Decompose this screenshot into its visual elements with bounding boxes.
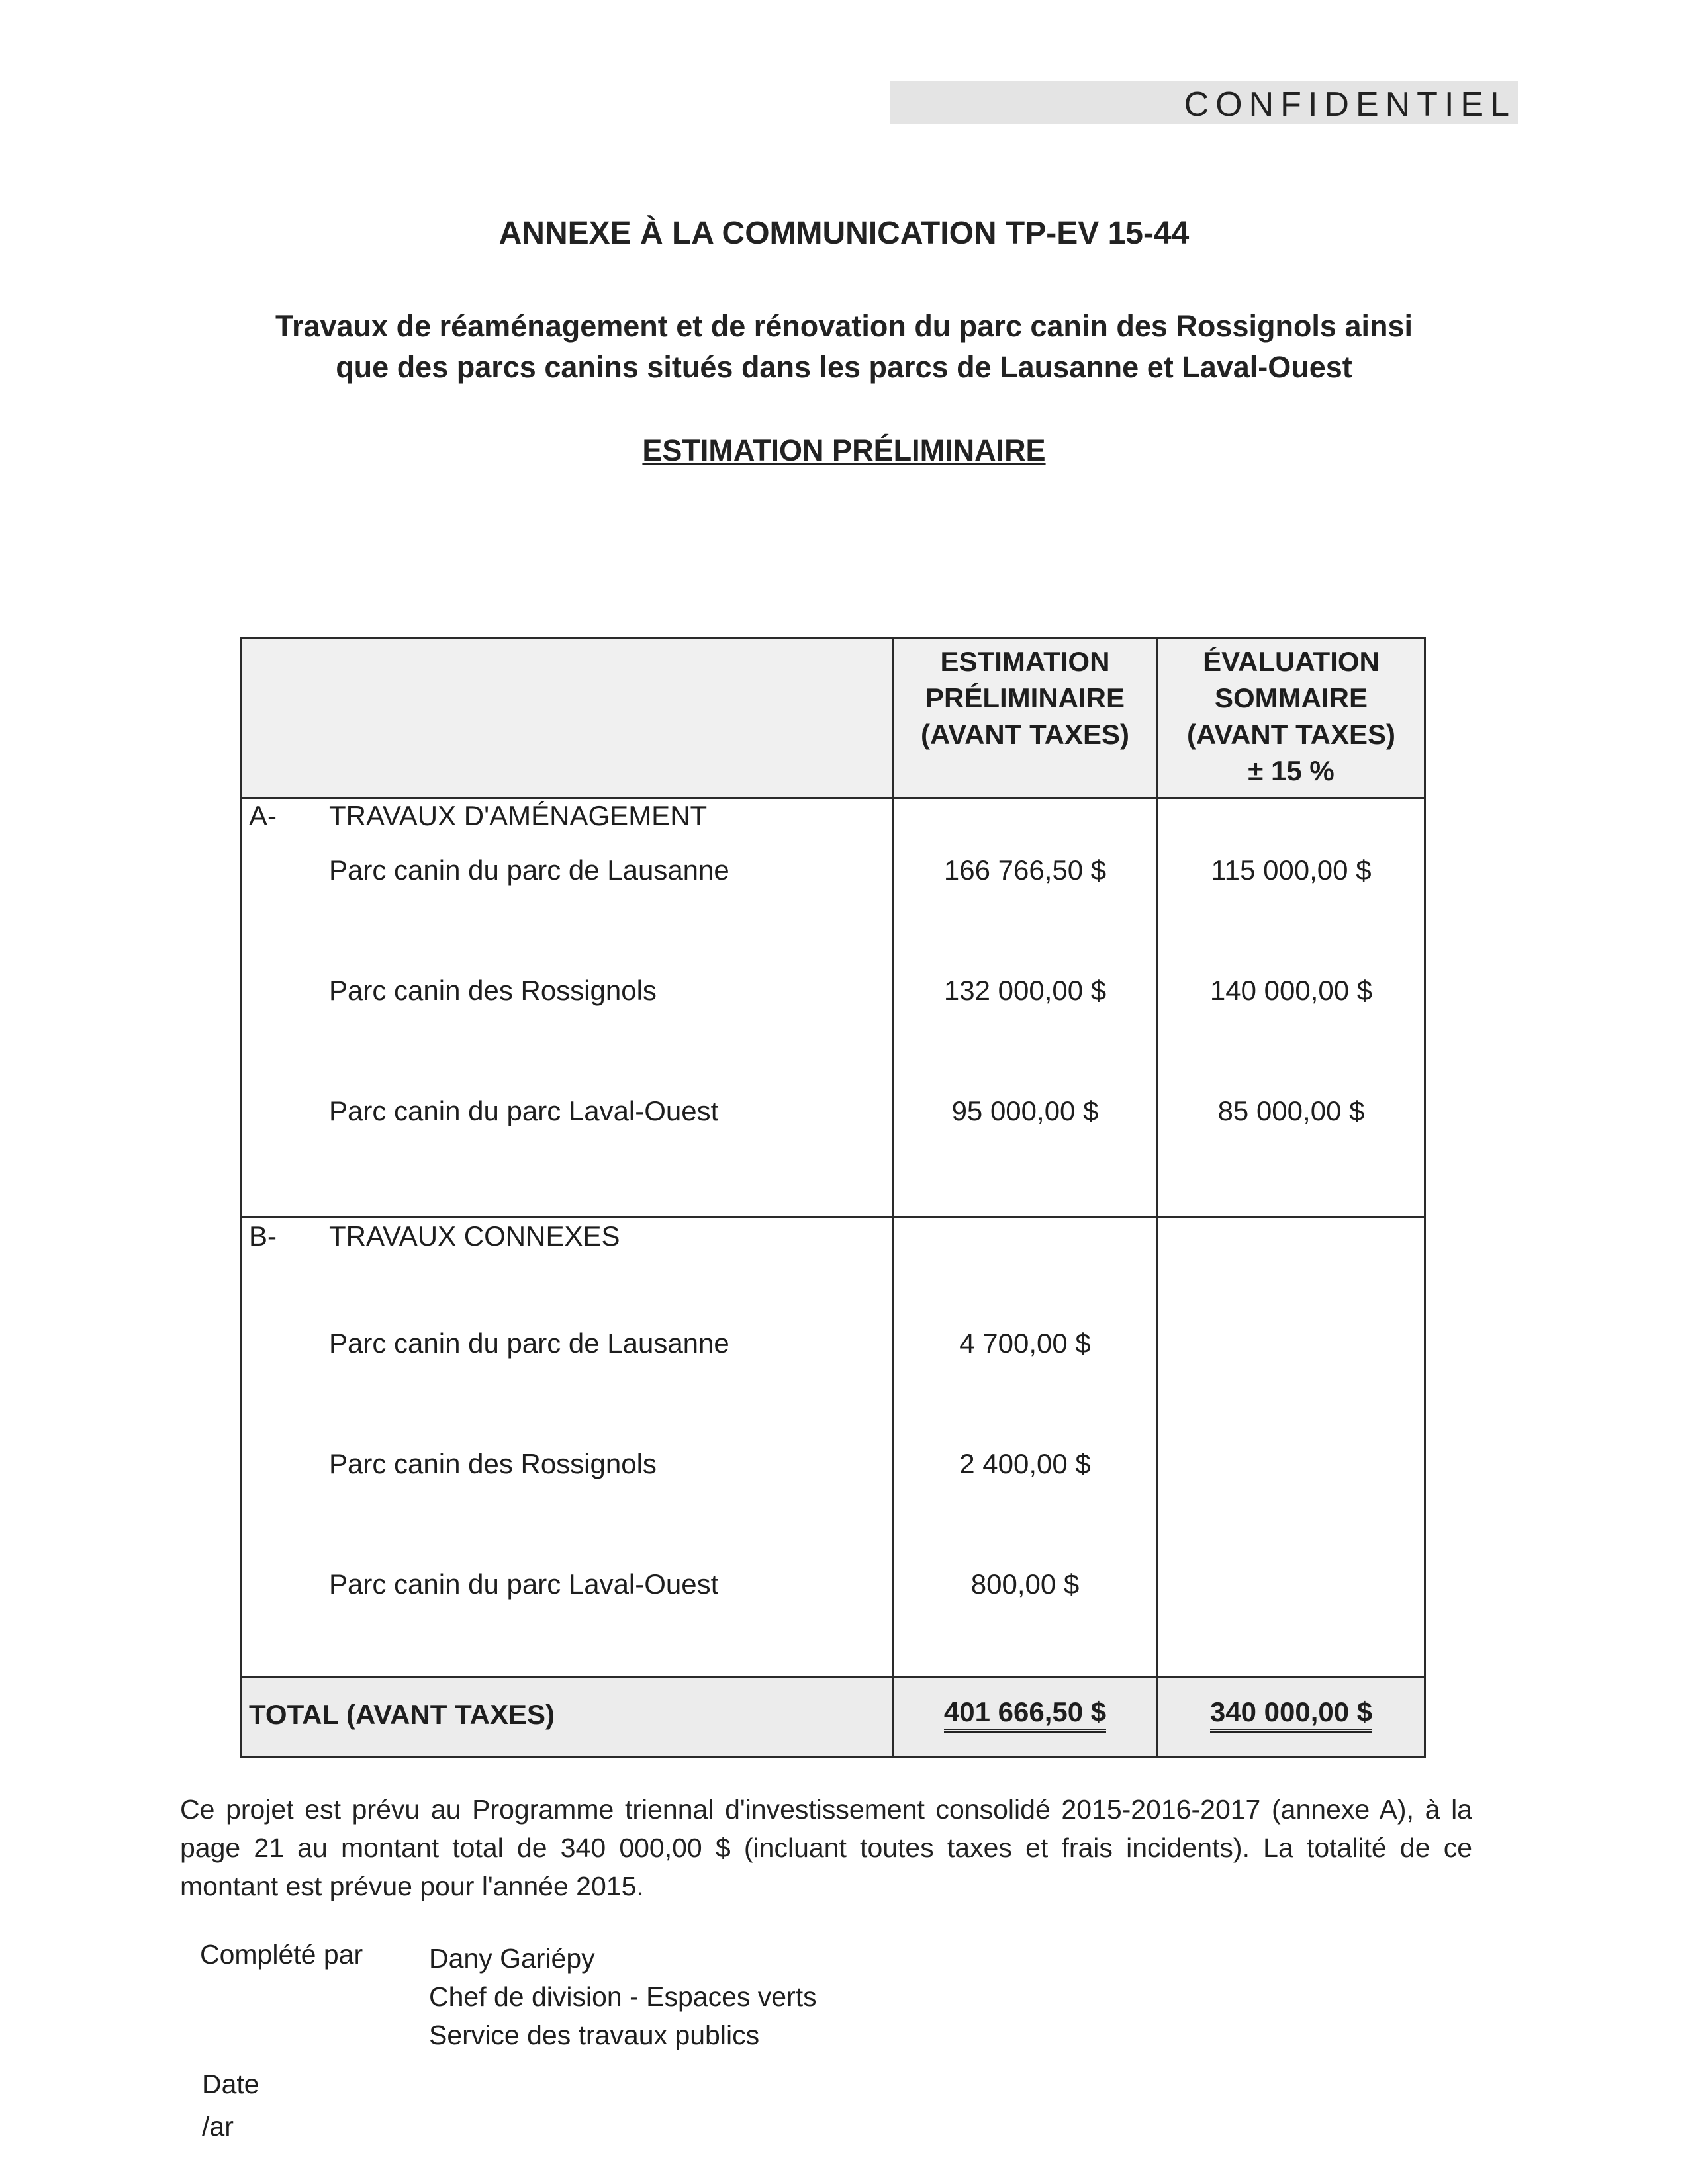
estimation-value: 166 766,50 $ [943, 854, 1107, 886]
header-evaluation-line: (AVANT TAXES) [1187, 719, 1395, 750]
header-evaluation-line: SOMMAIRE [1215, 682, 1368, 713]
typist-initials: /ar [202, 2111, 234, 2142]
section-b-estimations [893, 1217, 1158, 1677]
document-title: ANNEXE À LA COMMUNICATION TP-EV 15-44 [498, 216, 1190, 251]
header-evaluation [1158, 639, 1425, 798]
signatory-title: Chef de division - Espaces verts [429, 1981, 817, 2012]
section-b-prefix: B- [249, 1220, 277, 1251]
section-b-item: Parc canin du parc de Lausanne [329, 1328, 729, 1359]
total-row [242, 1677, 1425, 1757]
subtitle-line-1: Travaux de réaménagement et de rénovation du parc canin des Rossignols ainsi [275, 309, 1413, 343]
estimation-value: 132 000,00 $ [943, 975, 1107, 1006]
estimation-value: 4 700,00 $ [959, 1328, 1091, 1359]
total-label-cell [242, 1677, 893, 1757]
evaluation-value: 140 000,00 $ [1209, 975, 1373, 1006]
confidential-label: CONFIDENTIEL [1184, 85, 1516, 124]
section-a-item: Parc canin des Rossignols [329, 975, 657, 1006]
section-b-item: Parc canin des Rossignols [329, 1448, 657, 1479]
total-evaluation: 340 000,00 $ [1210, 1696, 1372, 1733]
header-empty-cell [242, 639, 893, 798]
table-header-row [242, 639, 1425, 798]
signatory-service: Service des travaux publics [429, 2020, 760, 2050]
document-subtitle [0, 306, 1688, 388]
section-a-labels [242, 798, 893, 1217]
completed-by-label: Complété par [200, 1939, 363, 1970]
total-label: TOTAL (AVANT TAXES) [249, 1699, 555, 1730]
header-estimation-line: (AVANT TAXES) [921, 719, 1129, 750]
header-estimation-line: ESTIMATION [940, 646, 1110, 677]
section-b-evaluations-empty [1158, 1217, 1425, 1677]
section-a-title: TRAVAUX D'AMÉNAGEMENT [329, 800, 708, 831]
header-evaluation-line: ÉVALUATION [1203, 646, 1380, 677]
evaluation-value: 85 000,00 $ [1217, 1095, 1365, 1126]
total-estimation-cell [893, 1677, 1158, 1757]
section-a-estimations [893, 798, 1158, 1217]
estimation-value: 95 000,00 $ [951, 1095, 1099, 1126]
estimation-value: 800,00 $ [970, 1569, 1080, 1600]
section-a-prefix: A- [249, 800, 277, 831]
date-label: Date [202, 2069, 259, 2099]
section-a-item: Parc canin du parc Laval-Ouest [329, 1095, 719, 1126]
header-evaluation-line: ± 15 % [1248, 755, 1335, 786]
section-a-item: Parc canin du parc de Lausanne [329, 854, 729, 886]
estimation-table [240, 637, 1426, 1758]
total-estimation: 401 666,50 $ [944, 1696, 1106, 1733]
section-b-title: TRAVAUX CONNEXES [329, 1220, 620, 1251]
total-evaluation-cell [1158, 1677, 1425, 1757]
section-b-row [242, 1217, 1425, 1677]
budget-paragraph: Ce projet est prévu au Programme triennal d'investissement consolidé 2015-2016-2017 (annexe A), à la page 21 au montant total de 340 000,00 $ (incluant toutes taxes et frais incidents). La totalité de ce montant est prévue pour l'année 2015. [180, 1794, 1472, 1901]
subtitle-line-2: que des parcs canins situés dans les parcs de Lausanne et Laval-Ouest [336, 350, 1352, 384]
signatory-name: Dany Gariépy [429, 1943, 595, 1974]
section-a-evaluations [1158, 798, 1425, 1217]
header-estimation-line: PRÉLIMINAIRE [925, 682, 1125, 713]
section-b-item: Parc canin du parc Laval-Ouest [329, 1569, 719, 1600]
section-a-row [242, 798, 1425, 1217]
signatory-block [429, 1939, 817, 2054]
header-estimation [893, 639, 1158, 798]
section-b-labels [242, 1217, 893, 1677]
estimation-heading: ESTIMATION PRÉLIMINAIRE [642, 433, 1046, 467]
estimation-value: 2 400,00 $ [959, 1448, 1091, 1479]
evaluation-value: 115 000,00 $ [1211, 854, 1372, 886]
